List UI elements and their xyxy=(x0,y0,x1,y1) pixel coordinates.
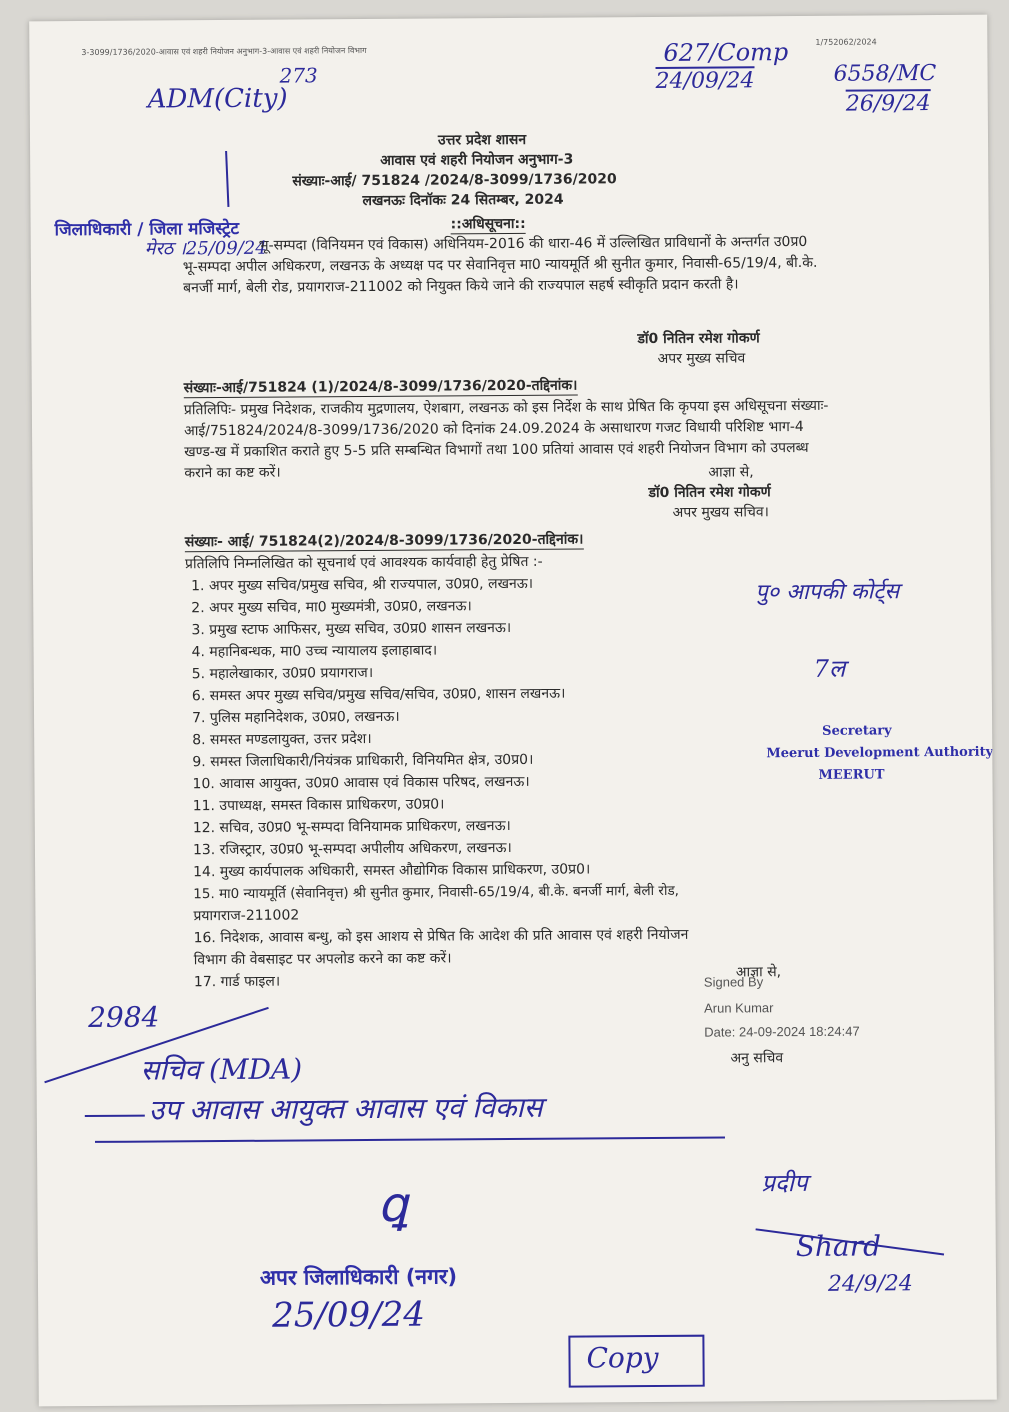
notification-designation: अपर मुख्य सचिव xyxy=(657,350,746,367)
list-item: विभाग की वेबसाइट पर अपलोड करने का कष्ट करें। xyxy=(193,950,452,969)
list-item: 1. अपर मुख्य सचिव/प्रमुख सचिव, श्री राज्यपाल, उ0प्र0, लखनऊ। xyxy=(191,575,534,595)
handwritten-mc-date: 26/9/24 xyxy=(845,91,931,117)
list-item: 11. उपाध्यक्ष, समस्त विकास प्राधिकरण, उ0प्र0। xyxy=(192,796,445,815)
esign-signed-by: Signed By xyxy=(703,974,764,990)
handwritten-adm-city: ADM(City) xyxy=(147,83,288,115)
handwritten-stroke xyxy=(225,151,229,207)
list-item: 3. प्रमुख स्टाफ आफिसर, मुख्य सचिव, उ0प्र0 शासन लखनऊ। xyxy=(191,620,512,639)
secretary-stamp-line3: MEERUT xyxy=(818,767,885,783)
copy1-designation: अपर मुखय सचिव। xyxy=(672,504,769,521)
copy1-signatory: डॉ0 नितिन रमेश गोकर्ण xyxy=(648,484,771,502)
handwritten-date-right: 24/9/24 xyxy=(827,1271,913,1297)
list-item: 2. अपर मुख्य सचिव, मा0 मुख्यमंत्री, उ0प्र0, लखनऊ। xyxy=(191,598,472,617)
handwritten-sachiv: सचिव (MDA) xyxy=(140,1052,303,1087)
handwritten-signature-right: प्रदीप xyxy=(761,1168,808,1198)
dept-line-1: उत्तर प्रदेश शासन xyxy=(437,131,527,149)
list-item: 12. सचिव, उ0प्र0 भू-सम्पदा विनियामक प्राधिकरण, लखनऊ। xyxy=(192,818,511,837)
copy1-order: आज्ञा से, xyxy=(708,464,754,481)
adm-stamp-date: 25/09/24 xyxy=(272,1294,426,1336)
dm-stamp: जिलाधिकारी / जिला मजिस्ट्रेट xyxy=(54,218,240,241)
list-item: 7. पुलिस महानिदेशक, उ0प्र0, लखनऊ। xyxy=(191,708,400,727)
handwritten-copy: Copy xyxy=(586,1341,659,1375)
handwritten-mc-number: 6558/MC xyxy=(833,61,937,87)
secretary-stamp-line1: Secretary xyxy=(822,723,892,739)
list-item: 15. मा0 न्यायमूर्ति (सेवानिवृत्त) श्री सुनीत कुमार, निवासी-65/19/4, बी.के. बनर्जी मार्ग, बेली रोड, xyxy=(193,882,679,903)
handwritten-ref-2984: 2984 xyxy=(88,1000,160,1034)
copy2-order: आज्ञा से, xyxy=(735,964,782,981)
handwritten-comp-number: 627/Comp xyxy=(663,38,789,67)
file-reference: 3-3099/1736/2020-आवास एवं शहरी नियोजन अनुभाग-3-आवास एवं शहरी नियोजन विभाग xyxy=(81,46,367,57)
list-item: 13. रजिस्ट्रार, उ0प्र0 भू-सम्पदा अपीलीय अधिकरण, लखनऊ। xyxy=(192,840,512,859)
list-item: 8. समस्त मण्डलायुक्त, उत्तर प्रदेश। xyxy=(192,730,372,749)
secretary-stamp-line2: Meerut Development Authority xyxy=(766,744,994,762)
document-sheet xyxy=(29,15,997,1407)
dept-line-2: आवास एवं शहरी नियोजन अनुभाग-3 xyxy=(380,151,574,169)
list-item: 5. महालेखाकार, उ0प्र0 प्रयागराज। xyxy=(191,664,374,683)
notification-heading: ::अधिसूचना:: xyxy=(450,215,526,233)
notification-number: संख्याः-आई/ 751824 /2024/8-3099/1736/2020 xyxy=(292,171,617,190)
esign-date: Date: 24-09-2024 18:24:47 xyxy=(704,1023,860,1040)
notification-body: भू-सम्पदा (विनियमन एवं विकास) अधिनियम-2016 की धारा-46 में उल्लिखित प्राविधानों के अन्तर्गत उ0प्र0 भू-सम्पदा अपील अधिकरण, लखनऊ के अध्यक्ष पद पर सेवानिवृत्त मा0 न्यायमूर्ति श्री सुनीत कुमार, निवासी-65/19/4, बी.के. बनर्जी मार्ग, बेली रोड, प्रयागराज-211002 को नियुक्त किये जाने की राज्यपाल सहर्ष स्वीकृति प्रदान करती है। xyxy=(182,233,818,297)
copy1-body: प्रतिलिपिः- प्रमुख निदेशक, राजकीय मुद्रणालय, ऐशबाग, लखनऊ को इस निर्देश के साथ प्रेषित कि कृपया इस अधिसूचना संख्याः-आई/751824/2024/8-3099/1736/2020 को दिनांक 24.09.2024 के असाधारण गजट विधायी परिशिष्ट भाग-4 खण्ड-ख में प्रकाशित कराते हुए 5-5 प्रति सम्बन्धित विभागों तथा 100 प्रतियां आवास एवं शहरी नियोजन विभाग को उपलब्ध कराने का कष्ट करें। xyxy=(183,397,829,482)
copy2-number: संख्याः- आई/ 751824(2)/2024/8-3099/1736/2020-तद्दिनांक। xyxy=(184,531,584,551)
list-item: 6. समस्त अपर मुख्य सचिव/प्रमुख सचिव/सचिव, उ0प्र0, शासन लखनऊ। xyxy=(191,685,566,705)
list-item: 17. गार्ड फाइल। xyxy=(193,973,281,991)
top-right-reference: 1/752062/2024 xyxy=(815,37,877,47)
list-item: 10. आवास आयुक्त, उ0प्र0 आवास एवं विकास परिषद, लखनऊ। xyxy=(192,773,530,793)
handwritten-comp-date: 24/09/24 xyxy=(655,68,755,94)
copy2-intro: प्रतिलिपि निम्नलिखित को सूचनार्थ एवं आवश्यक कार्यवाही हेतु प्रेषित :- xyxy=(184,553,543,573)
list-item: प्रयागराज-211002 xyxy=(193,907,300,925)
notification-signatory: डॉ0 नितिन रमेश गोकर्ण xyxy=(637,330,760,348)
handwritten-initials: 7ल xyxy=(813,654,846,683)
adm-stamp: अपर जिलाधिकारी (नगर) xyxy=(259,1264,458,1290)
handwritten-up-awas: उप आवास आयुक्त आवास एवं विकास xyxy=(148,1090,543,1127)
handwritten-dash xyxy=(85,1115,145,1117)
list-item: 16. निदेशक, आवास बन्धु, को इस आशय से प्रेषित कि आदेश की प्रति आवास एवं शहरी नियोजन xyxy=(193,926,689,947)
handwritten-underline xyxy=(95,1137,725,1143)
esign-name: Arun Kumar xyxy=(704,1000,774,1016)
handwritten-adm-number: 273 xyxy=(279,63,318,88)
list-item: 9. समस्त जिलाधिकारी/नियंत्रक प्राधिकारी, विनियमित क्षेत्र, उ0प्र0। xyxy=(192,751,534,771)
handwritten-shard: Shard xyxy=(795,1229,882,1264)
notification-date: लखनऊः दिनॉकः 24 सितम्बर, 2024 xyxy=(362,191,564,210)
copy2-designation: अनु सचिव xyxy=(730,1050,784,1067)
list-item: 4. महानिबन्धक, मा0 उच्च न्यायालय इलाहाबाद। xyxy=(191,642,438,661)
handwritten-signature-mark: ꝗ xyxy=(377,1176,409,1233)
dm-stamp-date: मेरठ ।25/09/24 xyxy=(144,237,267,260)
handwritten-pu-note: पु० आपकी कोर्ट्स xyxy=(755,579,900,606)
copy1-number: संख्याः-आई/751824 (1)/2024/8-3099/1736/2020-तद्दिनांक। xyxy=(183,377,578,397)
list-item: 14. मुख्य कार्यपालक अधिकारी, समस्त औद्योगिक विकास प्राधिकरण, उ0प्र0। xyxy=(193,861,591,881)
